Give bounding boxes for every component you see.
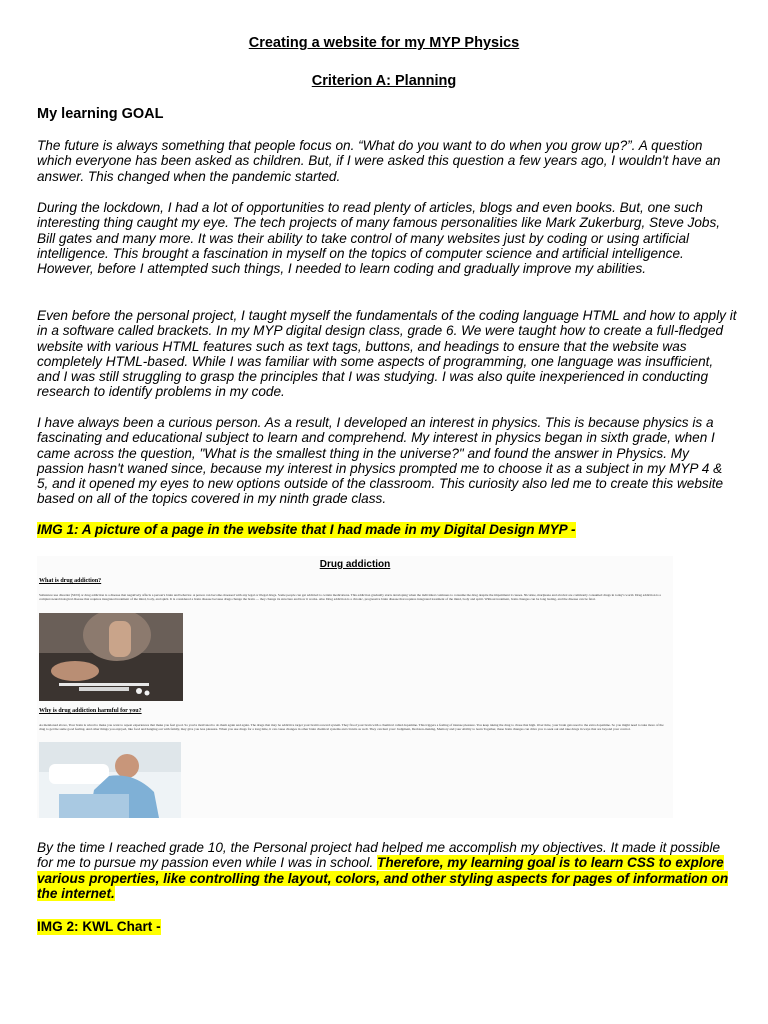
document-subtitle: Criterion A: Planning	[311, 73, 457, 89]
drug-refusal-photo	[39, 613, 183, 701]
paragraph-4: I have always been a curious person. As a result, I developed an interest in physics. This is because physics is a fascinating and educational subject to learn and comprehend. My interest in physics began in sixth grade, when I came across the question, "What is the smallest thing in the universe?" and found the answer in Physics. My passion hasn't waned since, because my interest in physics prompted me to choose it as a subject in my MYP 4 & 5, and it opened my eyes to new options outside of the classroom. This curiosity also led me to create this website based on all of the topics covered in my ninth grade class.	[37, 415, 724, 507]
paragraph-3: Even before the personal project, I taught myself the fundamentals of the coding language HTML and how to apply it in a software called brackets. In my MYP digital design class, grade 6. We were taught how to create a full-fledged website with various HTML features such as text tags, buttons, and headings to ensure that the website was completely HTML-based. While I was familiar with some aspects of programming, one language was insufficient, and I was still struggling to grasp the principles that I was studying. I was also quite inexperienced in conducting research to identify problems in my code.	[37, 308, 737, 400]
paragraph-1: The future is always something that people focus on. “What do you want to do when you grow up?”. A question which everyone has been asked as children. But, if I were asked this question a few years ago, I wouldn't have an answer. This changed when the pandemic started.	[37, 138, 721, 184]
screenshot-title: Drug addiction	[319, 559, 391, 570]
sick-patient-photo	[39, 742, 181, 818]
img1-caption: IMG 1: A picture of a page in the website that I had made in my Digital Design MYP -	[37, 522, 576, 537]
website-screenshot	[37, 556, 673, 818]
document-title: Creating a website for my MYP Physics	[248, 35, 520, 51]
screenshot-text-2: As mentioned above, Your brain is wired to make you want to repeat experiences that make you feel good. So you're motivated to do them again and again. The drugs that may be addictive target your brain's reward system. They flood your brain with a chemical called dopamine. This triggers a feeling of intense pleasure. You keep taking the drug to chase that high. Over time, your brain gets used to the extra dopamine. So you might need to take more of the drug to get the same good feeling. And other things you enjoyed, like food and hanging out with family, may give you less pleasure. When you use drugs for a long time, it can cause changes in other brain chemical systems and circuits as well. They can hurt your: Judgment, Decision-making, Memory and your Ability to learn Together, these brain changes can drive you to seek out and take drugs in ways that are beyond your control.	[39, 723, 664, 732]
screenshot-text-1: Substance use disorder (SUD) or drug addiction is a disease that negatively affects a person's brain and behavior. A person can become obsessed with any legal or illegal drugs. Some people can get addicted to certain medications. This addiction gradually starts developing when the individual continues to consume the drug despite the impairment it causes. Nicotine, marijuana and alcohol are commonly consumed drugs in today's world. Drug addiction is a complex neurobiological disease that requires integrated treatment of the mind, body, and spirit. It is considered a brain disease because drugs change the brain — they change its structure and how it works. Also Drug addiction is a chronic, progressive brain disease that requires integrated treatment of the mind, body and spirit. Without treatment, brain changes can be long lasting, and the disease can be fatal.	[39, 593, 661, 602]
section-heading: My learning GOAL	[37, 106, 164, 122]
paragraph-final	[37, 840, 737, 901]
final-text-highlight: Therefore, my learning goal is to learn CSS to explore various properties, like controlling the layout, colors, and other styling aspects for pages of information on the internet.	[37, 855, 729, 901]
img2-caption: IMG 2: KWL Chart -	[37, 919, 161, 934]
screenshot-heading-2: Why is drug addiction harmful for you?	[39, 708, 142, 714]
paragraph-2: During the lockdown, I had a lot of opportunities to read plenty of articles, blogs and even books. But, one such interesting thing caught my eye. The tech projects of many famous personalities like Mark Zukerburg, Steve Jobs, Bill gates and many more. It was their ability to take control of many websites just by coding or using artificial intelligence. This brought a fascination in myself on the topics of computer science and artificial intelligence. However, before I attempted such things, I needed to learn coding and gradually improve my abilities.	[37, 200, 721, 277]
final-text-plain: By the time I reached grade 10, the Personal project had helped me accomplish my objectives. It made it possible for me to pursue my passion even while I was in school.	[37, 840, 721, 871]
screenshot-heading-1: What is drug addiction?	[39, 578, 102, 584]
